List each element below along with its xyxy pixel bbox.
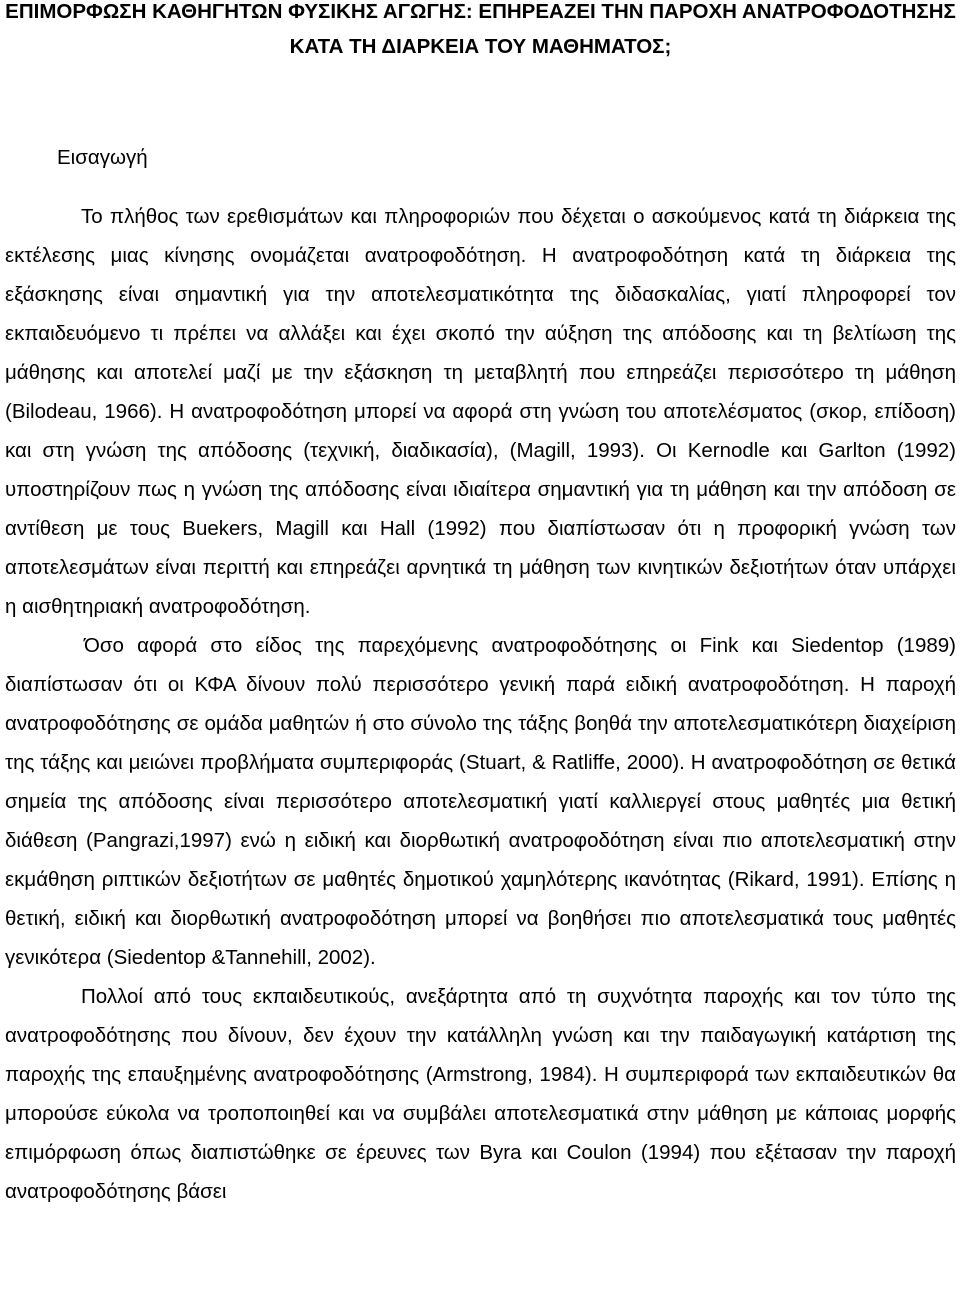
document-body (5, 197, 956, 1211)
paragraph: Πολλοί από τους εκπαιδευτικούς, ανεξάρτητα από τη συχνότητα παροχής και τον τύπο της ανατροφοδότησης που δίνουν, δεν έχουν την κατάλληλη γνώση και την παιδαγωγική κατάρτιση της παροχής της επαυξημένης ανατροφοδότησης (Armstrong, 1984). Η συμπεριφορά των εκπαιδευτικών θα μπορούσε εύκολα να τροποποιηθεί και να συμβάλει αποτελεσματικά στην μάθηση με κάποιας μορφής επιμόρφωση όπως διαπιστώθηκε σε έρευνες των Byra και Coulon (1994) που εξέτασαν την παροχή ανατροφοδότησης βάσει (5, 985, 956, 1203)
section-heading: Εισαγωγή (57, 146, 148, 169)
paragraph: Όσο αφορά στο είδος της παρεχόμενης ανατροφοδότησης οι Fink και Siedentop (1989) διαπίστωσαν ότι οι ΚΦΑ δίνουν πολύ περισσότερο γενική παρά ειδική ανατροφοδότηση. Η παροχή ανατροφοδότησης σε ομάδα μαθητών ή στο σύνολο της τάξης βοηθά την αποτελεσματικότερη διαχείριση της τάξης και μειώνει προβλήματα συμπεριφοράς (Stuart, & Ratliffe, 2000). Η ανατροφοδότηση σε θετικά σημεία της απόδοσης είναι περισσότερο αποτελεσματική γιατί καλλιεργεί στους μαθητές μια θετική διάθεση (Pangrazi,1997) ενώ η ειδική και διορθωτική ανατροφοδότηση είναι πιο αποτελεσματική στην εκμάθηση ριπτικών δεξιοτήτων σε μαθητές δημοτικού χαμηλότερης ικανότητας (Rikard, 1991). Επίσης η θετική, ειδική και διορθωτική ανατροφοδότηση μπορεί να βοηθήσει πιο αποτελεσματικά τους μαθητές γενικότερα (Siedentop &Tannehill, 2002). (5, 634, 956, 969)
paragraph: Το πλήθος των ερεθισμάτων και πληροφοριών που δέχεται ο ασκούμενος κατά τη διάρκεια της εκτέλεσης μιας κίνησης ονομάζεται ανατροφοδότηση. Η ανατροφοδότηση κατά τη διάρκεια της εξάσκησης είναι σημαντική για την αποτελεσματικότητα της διδασκαλίας, γιατί πληροφορεί τον εκπαιδευόμενο τι πρέπει να αλλάξει και έχει σκοπό την αύξηση της απόδοσης και τη βελτίωση της μάθησης και αποτελεί μαζί με την εξάσκηση τη μεταβλητή που επηρεάζει περισσότερο τη μάθηση (Bilodeau, 1966). Η ανατροφοδότηση μπορεί να αφορά στη γνώση του αποτελέσματος (σκορ, επίδοση) και στη γνώση της απόδοσης (τεχνική, διαδικασία), (Magill, 1993). Οι Kernodle και Garlton (1992) υποστηρίζουν πως η γνώση της απόδοσης είναι ιδιαίτερα σημαντική για τη μάθηση και την απόδοση σε αντίθεση με τους Buekers, Magill και Hall (1992) που διαπίστωσαν ότι η προφορική γνώση των αποτελεσμάτων είναι περιττή και επηρεάζει αρνητικά τη μάθηση των κινητικών δεξιοτήτων όταν υπάρχει η αισθητηριακή ανατροφοδότηση. (5, 205, 956, 618)
document-title: ΕΠΙΜΟΡΦΩΣΗ ΚΑΘΗΓΗΤΩΝ ΦΥΣΙΚΗΣ ΑΓΩΓΗΣ: ΕΠΗΡΕΑΖΕΙ ΤΗΝ ΠΑΡΟΧΗ ΑΝΑΤΡΟΦΟΔΟΤΗΣΗΣ ΚΑΤΑ ΤΗ ΔΙΑΡΚΕΙΑ ΤΟΥ ΜΑΘΗΜΑΤΟΣ; (5, 0, 956, 58)
